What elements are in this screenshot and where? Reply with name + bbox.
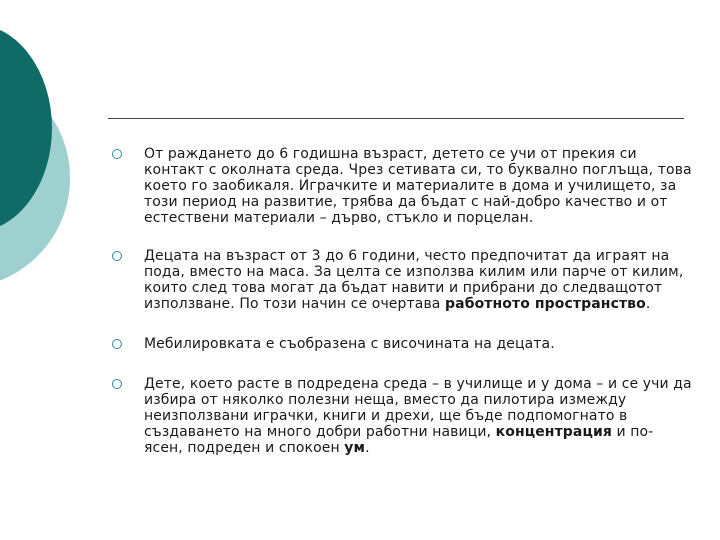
bullet-text: Децата на възраст от 3 до 6 години, често предпочитат да играят на пода, вместо на маса. За целта се използва килим или парче от килим, които след това могат да бъдат навити и прибрани до следващотот използване. По този начин се очертава (144, 248, 684, 312)
bullet-item (112, 248, 692, 312)
bullet-text-end: . (645, 296, 651, 312)
bullet-bold-text: ум (344, 440, 366, 456)
bullet-bold-text: концентрация (495, 424, 612, 440)
bullet-circle-icon (112, 251, 122, 261)
bullet-text: Мебилировката е съобразена с височината на децата. (144, 336, 555, 352)
bullet-circle-icon (112, 379, 122, 389)
bullet-item (112, 336, 692, 352)
bullet-text-end: . (365, 440, 370, 456)
decorative-circles (0, 0, 120, 300)
bullet-bold-text: работното пространство (445, 296, 646, 312)
bullet-list (112, 146, 692, 456)
bullet-circle-icon (112, 339, 122, 349)
bullet-circle-icon (112, 149, 122, 159)
title-divider (108, 118, 684, 119)
bullet-text: Дете, което расте в подредена среда – в училище и у дома – и се учи да избира от няколко полезни неща, вместо да пилотира измежду неизползвани играчки, книги и дрехи, ще бъде подпомогнато в създаването на много добри работни навици, (144, 376, 692, 440)
bullet-text-middle: и по-ясен, подреден и спокоен (144, 424, 654, 456)
bullet-item (112, 146, 692, 226)
bullet-item (112, 376, 692, 456)
bullet-text: От раждането до 6 годишна възраст, детето се учи от прекия си контакт с околната среда. Чрез сетивата си, то буквално поглъща, това което го заобикаля. Играчките и материалите в дома и училището, за този период на развитие, трябва да бъдат с най-добро качество и от естествени материали – дърво, стъкло и порцелан. (144, 146, 692, 226)
